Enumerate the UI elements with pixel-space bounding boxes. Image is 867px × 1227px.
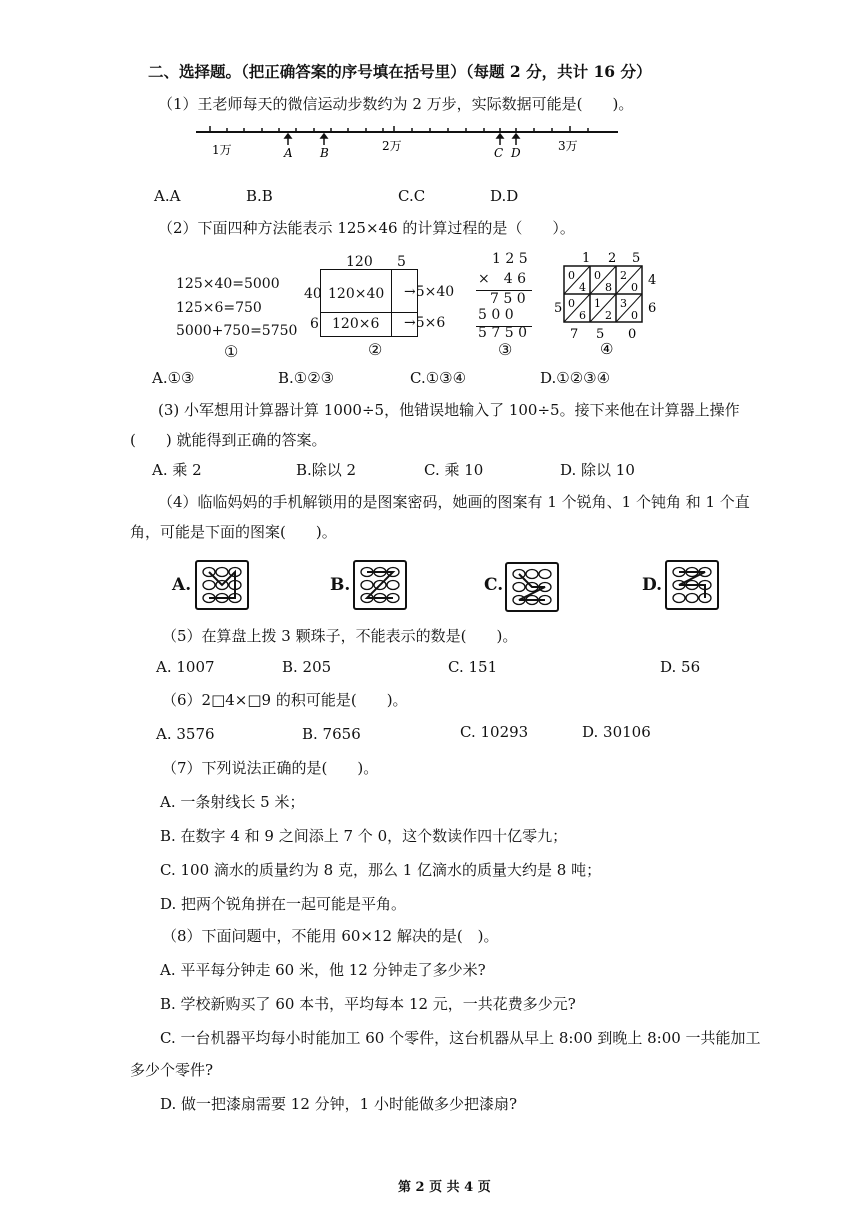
q2-m2-right-5x40: →5×40 bbox=[404, 284, 455, 300]
q2-label-3: ③ bbox=[498, 340, 513, 359]
q2-m2-left-6: 6 bbox=[310, 316, 319, 332]
q8-option-c-cont: 多少个零件? bbox=[130, 1061, 214, 1079]
q2-m2-top-5: 5 bbox=[397, 254, 406, 270]
q2-m3-line4: 5 0 0 bbox=[478, 307, 514, 323]
q7-stem: （7）下列说法正确的是( )。 bbox=[162, 759, 379, 777]
q3-option-d: D. 除以 10 bbox=[560, 461, 635, 479]
q3-option-a: A. 乘 2 bbox=[152, 461, 202, 479]
svg-text:8: 8 bbox=[605, 281, 612, 294]
axis-label-3wan: 3万 bbox=[558, 139, 578, 153]
q7-option-c: C. 100 滴水的质量约为 8 克，那么 1 亿滴水的质量大约是 8 吨； bbox=[160, 861, 602, 879]
section-title: 二、选择题。（把正确答案的序号填在括号里）（每题 2 分，共计 16 分） bbox=[148, 62, 652, 81]
axis-label-d: D bbox=[511, 146, 521, 158]
q1-option-a: A.A bbox=[154, 187, 181, 205]
svg-text:7: 7 bbox=[570, 327, 579, 342]
q2-lattice bbox=[552, 246, 664, 358]
q1-stem: （1）王老师每天的微信运动步数约为 2 万步，实际数据可能是( )。 bbox=[158, 95, 634, 113]
svg-text:0: 0 bbox=[594, 269, 601, 282]
q1-option-d: D.D bbox=[490, 187, 519, 205]
svg-text:1: 1 bbox=[582, 251, 591, 266]
svg-text:5: 5 bbox=[632, 251, 641, 266]
q4-pattern-c bbox=[505, 562, 559, 612]
q2-m2-right-5x6: →5×6 bbox=[404, 315, 446, 331]
q2-method1-line2: 125×6=750 bbox=[176, 300, 262, 316]
q5-option-c: C. 151 bbox=[448, 658, 498, 676]
q2-m3-line3: 7 5 0 bbox=[490, 291, 526, 307]
svg-text:5: 5 bbox=[554, 301, 563, 316]
svg-text:6: 6 bbox=[648, 301, 657, 316]
axis-label-b: B bbox=[320, 146, 329, 158]
q2-m3-line5: 5 7 5 0 bbox=[478, 325, 527, 341]
q4-label-b: B. bbox=[330, 575, 351, 595]
q2-label-1: ① bbox=[224, 342, 239, 361]
svg-text:0: 0 bbox=[568, 297, 575, 310]
page-footer: 第 2 页 共 4 页 bbox=[398, 1180, 491, 1195]
q3-option-b: B.除以 2 bbox=[296, 461, 357, 479]
q2-label-4: ④ bbox=[600, 340, 614, 358]
q6-option-d: D. 30106 bbox=[582, 723, 651, 741]
q3-line1: (3) 小军想用计算器计算 1000÷5，他错误地输入了 100÷5。接下来他在计算器上操作 bbox=[158, 401, 740, 419]
q4-pattern-a bbox=[195, 560, 249, 610]
svg-text:4: 4 bbox=[648, 273, 657, 288]
q8-option-a: A. 平平每分钟走 60 米，他 12 分钟走了多少米? bbox=[160, 961, 486, 979]
q3-option-c: C. 乘 10 bbox=[424, 461, 484, 479]
q4-label-d: D. bbox=[642, 575, 663, 595]
q5-stem: （5）在算盘上拨 3 颗珠子，不能表示的数是( )。 bbox=[162, 627, 518, 645]
svg-text:6: 6 bbox=[579, 309, 586, 322]
q5-option-b: B. 205 bbox=[282, 658, 332, 676]
q8-stem: （8）下面问题中，不能用 60×12 解决的是( )。 bbox=[162, 927, 499, 945]
q4-label-a: A. bbox=[172, 575, 192, 595]
q1-option-c: C.C bbox=[398, 187, 426, 205]
axis-label-c: C bbox=[494, 146, 504, 158]
q7-option-b: B. 在数字 4 和 9 之间添上 7 个 0，这个数读作四十亿零九； bbox=[160, 827, 568, 845]
q6-stem: （6）2□4×□9 的积可能是( )。 bbox=[162, 691, 408, 709]
q6-option-b: B. 7656 bbox=[302, 725, 361, 743]
q5-option-a: A. 1007 bbox=[156, 658, 215, 676]
svg-text:2: 2 bbox=[605, 309, 612, 322]
q2-option-c: C.①③④ bbox=[410, 369, 467, 387]
axis-label-1wan: 1万 bbox=[212, 143, 232, 157]
q6-option-c: C. 10293 bbox=[460, 723, 529, 741]
q8-option-b: B. 学校新购买了 60 本书，平均每本 12 元，一共花费多少元? bbox=[160, 995, 576, 1013]
q2-option-a: A.①③ bbox=[152, 369, 195, 387]
q5-option-d: D. 56 bbox=[660, 658, 701, 676]
axis-label-2wan: 2万 bbox=[382, 139, 402, 153]
q2-method1-line3: 5000+750=5750 bbox=[176, 323, 298, 339]
q2-m2-cell-120x6: 120×6 bbox=[332, 316, 380, 332]
svg-text:0: 0 bbox=[631, 309, 638, 322]
svg-text:3: 3 bbox=[620, 297, 627, 310]
q2-m2-left-40: 40 bbox=[304, 286, 322, 302]
q7-option-d: D. 把两个锐角拼在一起可能是平角。 bbox=[160, 895, 407, 913]
svg-text:5: 5 bbox=[596, 327, 605, 342]
axis-label-a: A bbox=[284, 146, 293, 158]
q2-m2-cell-120x40: 120×40 bbox=[328, 286, 385, 302]
svg-text:2: 2 bbox=[608, 251, 617, 266]
q7-option-a: A. 一条射线长 5 米； bbox=[160, 793, 305, 811]
svg-text:0: 0 bbox=[568, 269, 575, 282]
svg-text:1: 1 bbox=[594, 297, 601, 310]
svg-text:0: 0 bbox=[628, 327, 637, 342]
q2-label-2: ② bbox=[368, 340, 383, 359]
q2-option-d: D.①②③④ bbox=[540, 369, 611, 387]
q4-pattern-d bbox=[665, 560, 719, 610]
q2-option-b: B.①②③ bbox=[278, 369, 335, 387]
q2-method1-line1: 125×40=5000 bbox=[176, 276, 280, 292]
svg-text:0: 0 bbox=[631, 281, 638, 294]
q2-stem: （2）下面四种方法能表示 125×46 的计算过程的是（ ）。 bbox=[158, 219, 575, 237]
svg-text:4: 4 bbox=[579, 281, 586, 294]
q4-pattern-b bbox=[353, 560, 407, 610]
q6-option-a: A. 3576 bbox=[156, 725, 215, 743]
svg-text:2: 2 bbox=[620, 269, 627, 282]
q8-option-d: D. 做一把漆扇需要 12 分钟，1 小时能做多少把漆扇? bbox=[160, 1095, 518, 1113]
q8-option-c: C. 一台机器平均每小时能加工 60 个零件，这台机器从早上 8:00 到晚上 8:00 一共能加工 bbox=[160, 1029, 761, 1047]
q4-line2: 角，可能是下面的图案( )。 bbox=[130, 523, 337, 541]
q4-label-c: C. bbox=[484, 575, 504, 595]
q2-m2-top-120: 120 bbox=[346, 254, 373, 270]
q1-option-b: B.B bbox=[246, 187, 273, 205]
q1-number-line bbox=[190, 122, 630, 158]
q4-line1: （4）临临妈妈的手机解锁用的是图案密码，她画的图案有 1 个锐角、1 个钝角 和 1 个直 bbox=[158, 493, 750, 511]
q3-line2: ( ) 就能得到正确的答案。 bbox=[130, 431, 327, 449]
q2-m3-line2: × 4 6 bbox=[478, 271, 526, 287]
q2-m3-line1: 1 2 5 bbox=[492, 251, 528, 267]
